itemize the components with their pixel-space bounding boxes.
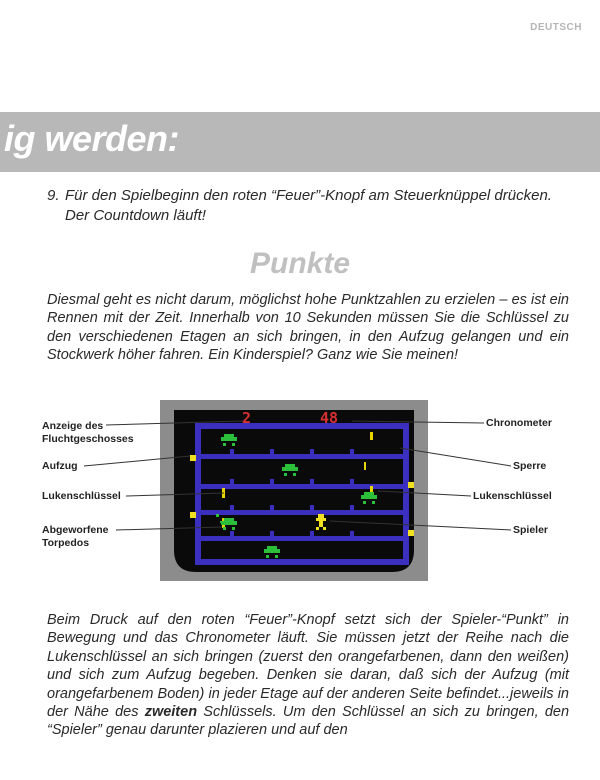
leader-barrier	[400, 448, 511, 466]
body-text-before: Beim Druck auf den roten “Feuer”-Knopf setzt sich der Spieler-“Punkt” in Bewegung und das Chronometer läuft. Sie müssen jetzt der Reihe nach die Lukenschlüssel an sich bringen (zuerst den orangefarbenen, dann den weißen) und sich zum Aufzug begeben. Denken sie daran, daß sich der Aufzug (mit orangefarbenem Boden) in jeder Etage auf der anderen Seite befindet...jeweils in der Nähe des	[47, 612, 569, 721]
label-player: Spieler	[513, 524, 549, 536]
language-label: DEUTSCH	[530, 22, 582, 33]
chronometer-digits: 48	[320, 409, 339, 427]
label-torpedos-line2: Torpedos	[42, 537, 90, 549]
leader-hatch-key-left	[126, 493, 224, 496]
points-heading: Punkte	[249, 247, 351, 280]
leader-chronometer	[352, 421, 484, 423]
label-hatch-key-left: Lukenschlüssel	[42, 490, 121, 502]
label-chronometer: Chronometer	[486, 417, 552, 429]
body-text-after: Schlüssels. Um den Schlüssel an sich zu bringen, den “Spieler” genau darunter plazieren und auf den	[47, 704, 570, 739]
label-missile-display-line1: Anzeige des	[42, 420, 104, 432]
leader-elevator	[84, 456, 190, 466]
label-elevator: Aufzug	[42, 460, 78, 472]
label-barrier: Sperre	[513, 460, 547, 472]
leader-player	[330, 521, 511, 530]
step-number: 9.	[47, 187, 60, 204]
label-missile-display	[42, 420, 134, 446]
leader-hatch-key-right	[378, 491, 471, 496]
body-emphasis: zweiten	[144, 704, 198, 721]
section-title: ig werden:	[4, 118, 180, 159]
label-hatch-key-right: Lukenschlüssel	[473, 490, 552, 502]
step-text: Für den Spielbeginn den roten “Feuer”-Knopf am Steuerknüppel drücken. Der Countdown läuft!	[65, 187, 552, 224]
missile-counter: 2	[242, 409, 252, 427]
label-torpedos-line1: Abgeworfene	[42, 524, 109, 536]
body-paragraph	[47, 611, 569, 740]
label-missile-display-line2: Fluchtgeschosses	[42, 433, 134, 445]
label-dropped-torpedos	[42, 524, 109, 550]
points-intro: Diesmal geht es nicht darum, möglichst hohe Punktzahlen zu erzielen – es ist ein Rennen mit der Zeit. Innerhalb von 10 Sekunden müssen Sie die Schlüssel zu den verschiedenen Etagen an sich bringen, in den Aufzug gelangen und ein Stockwerk höher fahren. Ein Kinderspiel? Ganz wie Sie meinen!	[47, 292, 569, 364]
leader-torpedos	[116, 527, 222, 530]
